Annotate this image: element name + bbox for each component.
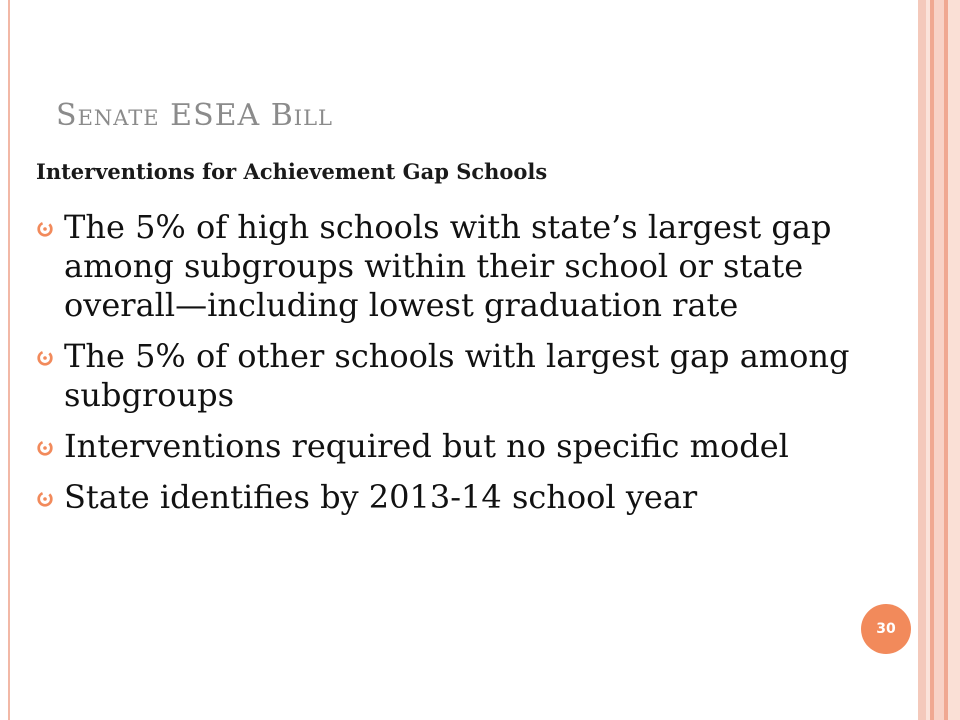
right-decorative-stripe: [948, 0, 960, 720]
title-word-1-initial: S: [56, 98, 78, 133]
bullet-item: [36, 427, 866, 466]
slide-title: [56, 98, 333, 133]
title-word-1-rest: enate: [77, 98, 160, 133]
title-word-2: ESEA: [170, 98, 261, 133]
bullet-swirl-icon: [36, 490, 54, 508]
bullet-swirl-icon: [36, 439, 54, 457]
bullet-swirl-icon: [36, 220, 54, 238]
bullet-text: The 5% of other schools with largest gap among subgroups: [64, 337, 850, 414]
bullet-text: The 5% of high schools with state’s largest gap among subgroups within their school or state overall—including lowest graduation rate: [64, 208, 832, 324]
page-number-badge: [861, 604, 911, 654]
title-word-3-rest: ill: [293, 98, 333, 133]
bullet-text: Interventions required but no specific model: [64, 427, 789, 465]
bullet-swirl-icon: [36, 349, 54, 367]
bullet-text: State identifies by 2013-14 school year: [64, 478, 698, 516]
bullet-item: [36, 478, 866, 517]
title-word-3-initial: B: [270, 98, 294, 133]
page-number: 30: [876, 621, 896, 637]
right-decorative-stripe: [934, 0, 944, 720]
right-decorative-stripe: [918, 0, 926, 720]
bullet-item: [36, 337, 866, 415]
bullet-item: [36, 208, 866, 325]
slide-subtitle: Interventions for Achievement Gap Schools: [36, 159, 548, 184]
left-border-line: [8, 0, 10, 720]
bullet-list: [36, 208, 866, 529]
